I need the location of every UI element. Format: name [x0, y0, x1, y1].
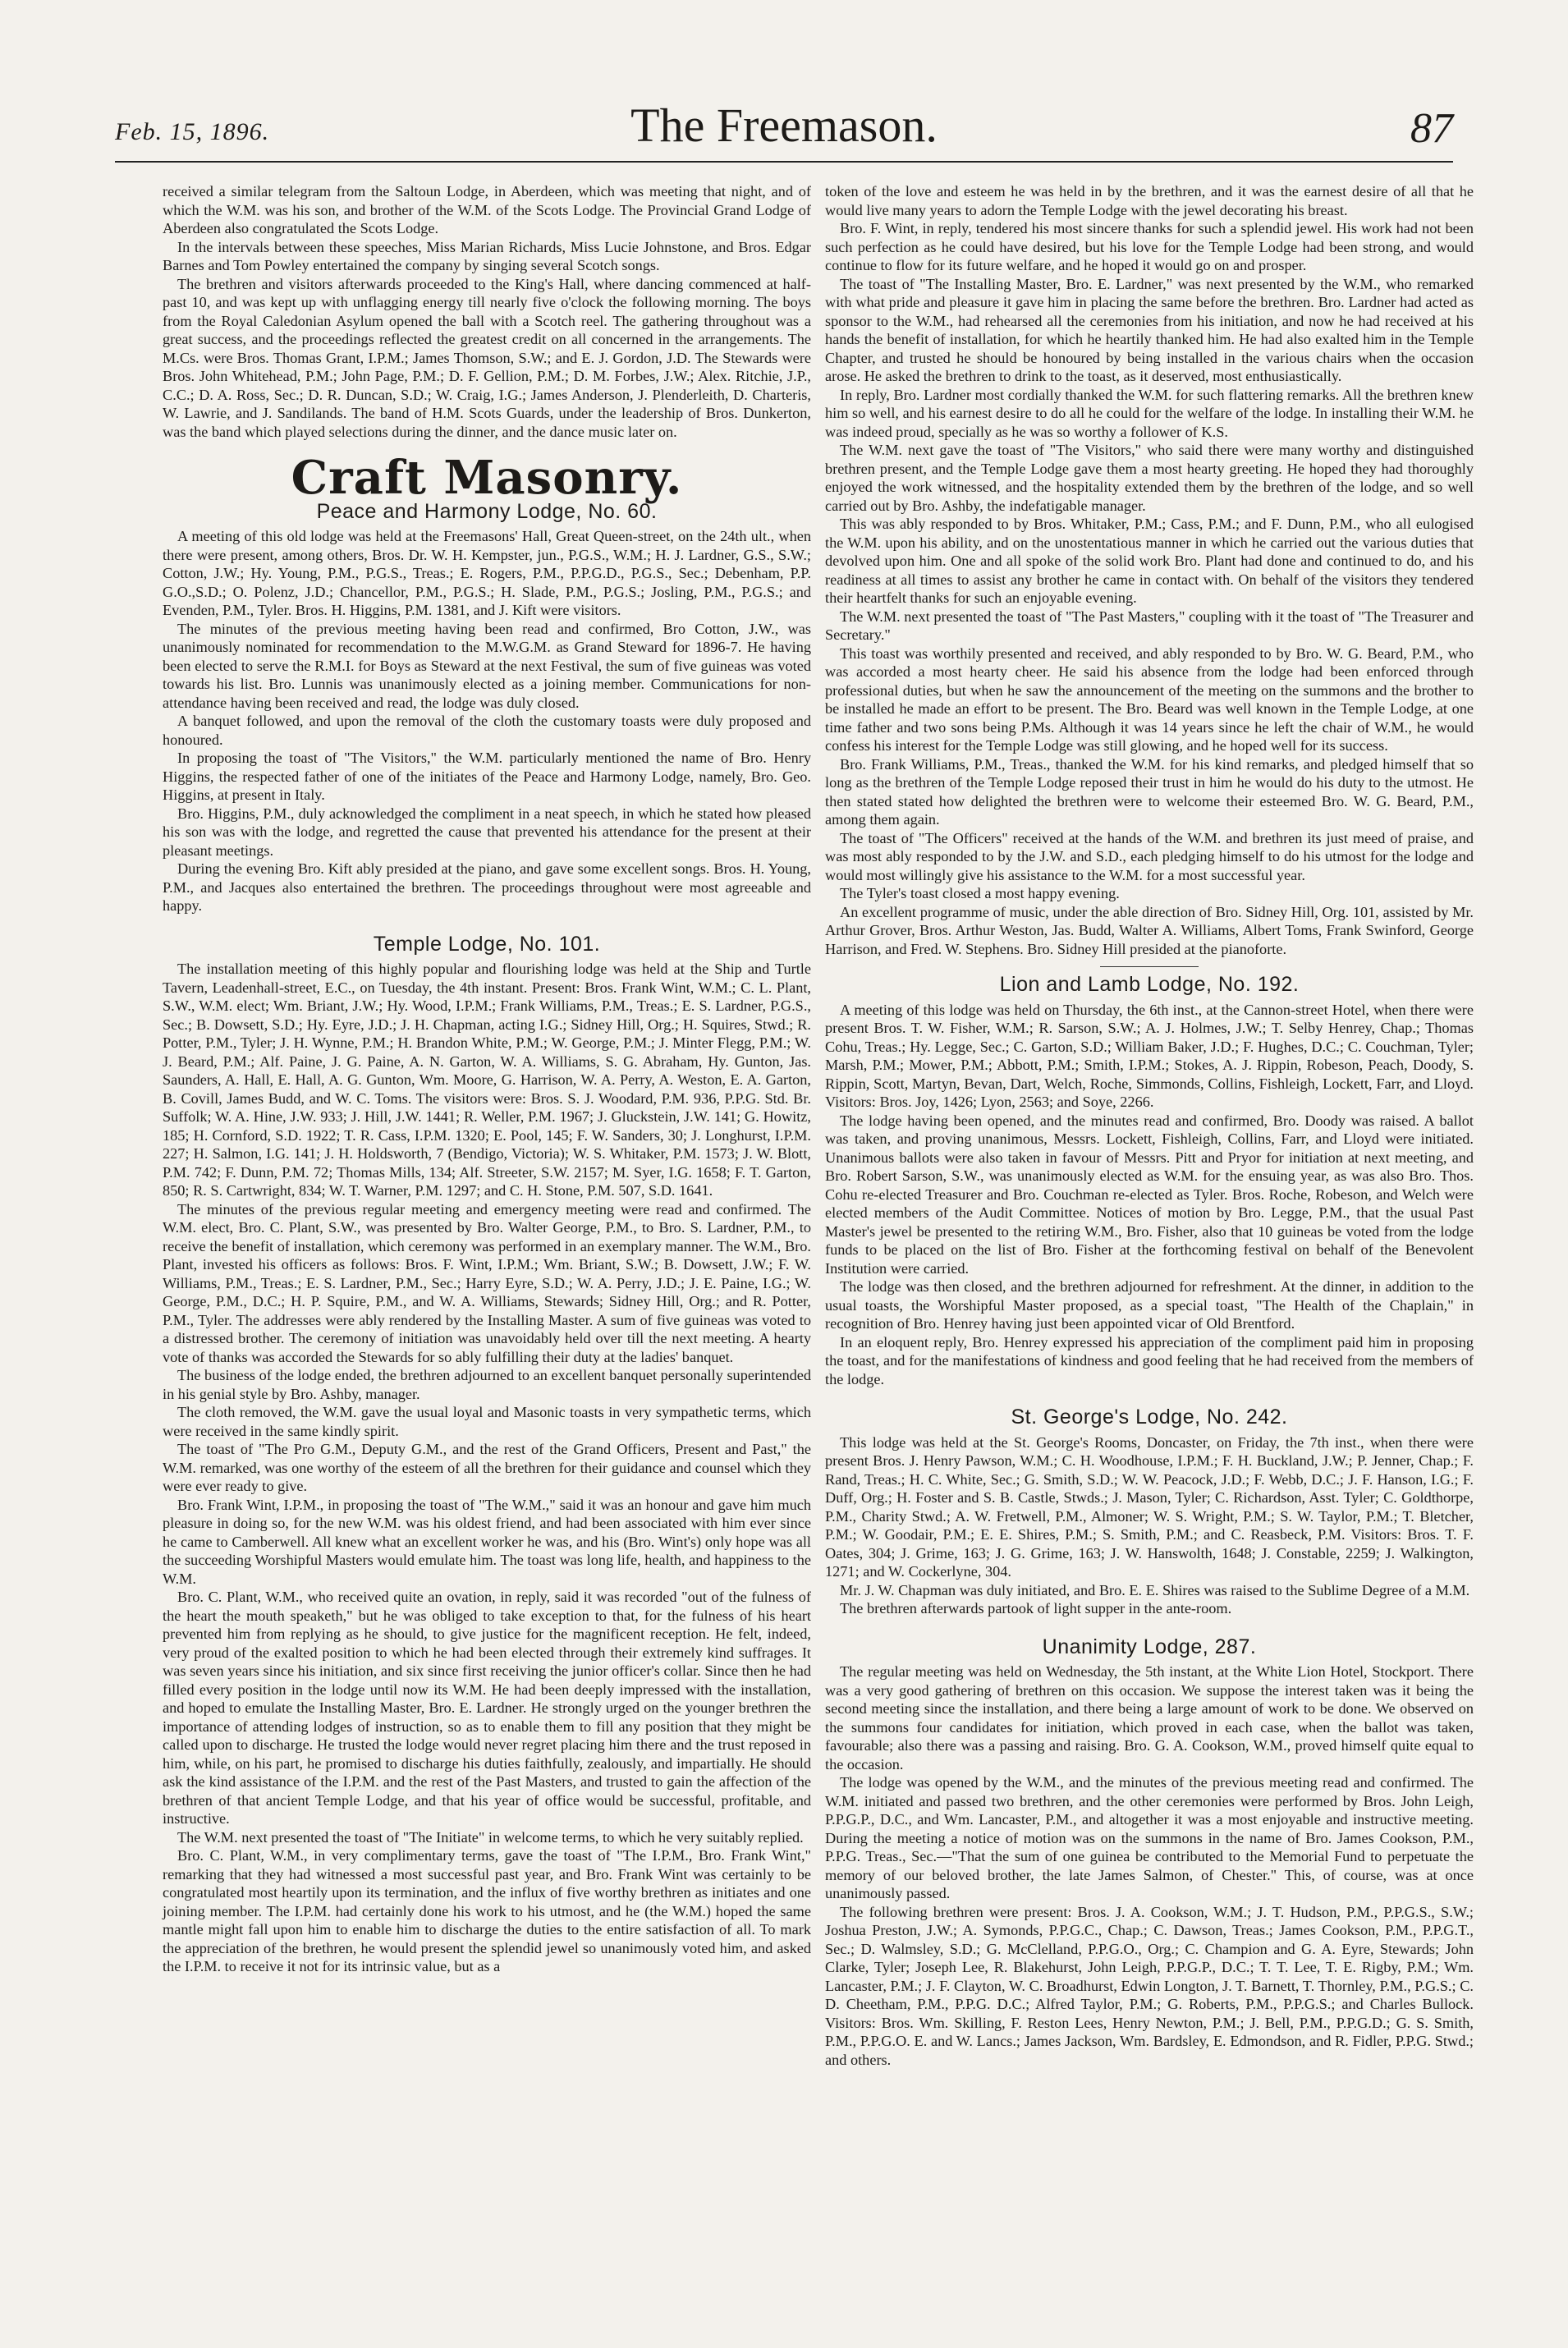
paragraph: The lodge was then closed, and the brethren adjourned for refreshment. At the dinner, in addition to the usual toasts, the Worshipful Master proposed, as a special toast, "The Health of the Chaplain," in recognition of Bro. Henrey having just been appointed vicar of Old Brentford. — [825, 1278, 1474, 1332]
paragraph: Bro. C. Plant, W.M., who received quite an ovation, in reply, said it was recorded "out of the fulness of the heart the mouth speaketh," but he was obliged to take exception to that, for the fulness of his heart prevented him from replying as he should, to give justice for the magnificent reception. He felt, indeed, very proud of the exalted position to which he had been elected through their extremely kind suffrages. It was seven years since his initiation, and six since first receiving the junior officer's collar. Since then he had filled every position in the lodge until now its W.M. He had been deeply impressed with the installation, and hoped to emulate the Installing Master, Bro. E. Lardner. He strongly urged on the younger brethren the importance of attending lodges of instruction, so as to enable them to fill any position that they might be called upon to discharge. He trusted the lodge would never regret placing him there and the trust reposed in him, while, on his part, he promised to discharge his duties faithfully, zealously, and impartially. He should ask the kind assistance of the I.P.M. and the rest of the Past Masters, and trusted to gain the affection of the brethren of that ancient Temple Lodge, and that his year of office would be successful, profitable, and instructive. — [163, 1589, 811, 1827]
issue-date: Feb. 15, 1896. — [115, 118, 270, 145]
section-divider — [1100, 966, 1199, 967]
paragraph: The installation meeting of this highly popular and flourishing lodge was held at the Ship and Turtle Tavern, Leadenhall-street, E.C., on Tuesday, the 4th instant. Present: Bros. Frank Wint, W.M.; C. L. Plant, S.W., W.M. elect; Wm. Briant, J.W.; Hy. Wood, I.P.M.; Frank Williams, P.M., Treas.; E. S. Lardner, P.G.S., Sec.; B. Dowsett, S.D.; Hy. Eyre, J.D.; J. H. Chapman, acting I.G.; Sidney Hill, Org.; H. Squires, Stwd.; R. Potter, P.M., Tyler; J. H. Wynne, P.M.; H. Brandon White, P.M.; W. George, P.M.; J. Minter Flegg, P.M.; W. J. Beard, P.M.; Alf. Paine, J. G. Paine, A. N. Garton, W. A. Williams, S. G. Abraham, Hy. Gunton, Jas. Saunders, A. Hall, E. Hall, A. G. Gunton, Wm. Moore, G. Harrison, W. A. Perry, A. Weston, E. A. Garton, B. Covill, James Budd, and W. C. Toms. The visitors were: Bros. S. J. Woodard, P.M. 936, P.P.G. Std. Br. Suffolk; W. A. Hine, J.W. 933; J. Hill, J.W. 1441; R. Weller, P.M. 1967; J. Gluckstein, J.W. 141; G. Howitz, 185; H. Cornford, S.D. 1922; T. R. Cass, I.P.M. 1320; E. Pool, 145; F. W. Sanders, 30; J. Longhurst, I.P.M. 227; H. Salmon, I.G. 141; J. H. Holdsworth, 7 (Bendigo, Victoria); W. S. Whitaker, P.M. 1573; J. W. Blott, P.M. 742; F. Dunn, P.M. 72; Thomas Mills, 134; Alf. Streeter, S.W. 2157; M. Syer, I.G. 1658; F. T. Garton, 850; R. S. Cartwright, 834; W. T. Warner, P.M. 1297; and C. H. Stone, P.M. 507, S.D. 1641. — [163, 961, 811, 1199]
paragraph: The W.M. next presented the toast of "The Past Masters," coupling with it the toast of "The Treasurer and Secretary." — [825, 608, 1474, 643]
paragraph: A meeting of this old lodge was held at the Freemasons' Hall, Great Queen-street, on the 24th ult., when there were present, among others, Bros. Dr. W. H. Kempster, jun., P.G.S., W.M.; H. J. Lardner, G.S., S.W.; Cotton, J.W.; Hy. Young, P.M., P.G.S., Treas.; E. Rogers, P.M., P.P.G.D., P.G.S., Sec.; Debenham, P.P. G.O.,S.D.; O. Polenz, J.D.; Chancellor, P.M., P.G.S.; H. Slade, P.M., P.G.S.; Josling, P.M., P.G.S.; and Evenden, P.M., Tyler. Bros. H. Higgins, P.M. 1381, and J. Kift were visitors. — [163, 528, 811, 618]
heading-lion-and-lamb-lodge: Lion and Lamb Lodge, No. 192. — [999, 973, 1300, 996]
paragraph: Bro. Frank Wint, I.P.M., in proposing the toast of "The W.M.," said it was an honour and gave him much pleasure in doing so, for the new W.M. was his oldest friend, and had been associated with him ever since he came to Camberwell. All knew what an excellent worker he was, and his (Bro. Wint's) only hope was all the succeeding Worshipful Masters would emulate him. The toast was long life, health, and happiness to the W.M. — [163, 1496, 811, 1587]
paragraph: token of the love and esteem he was held in by the brethren, and it was the earnest desire of all that he would live many years to adorn the Temple Lodge with the jewel decorating his breast. — [825, 183, 1474, 218]
paragraph: The Tyler's toast closed a most happy evening. — [840, 885, 1120, 901]
paragraph: The following brethren were present: Bros. J. A. Cookson, W.M.; J. T. Hudson, P.M., P.P.G.S., S.W.; Joshua Preston, J.W.; A. Symonds, P.P.G.C., Chap.; C. Dawson, Treas.; James Cookson, P.M., P.P.G.T., Sec.; D. Walmsley, S.D.; G. McClelland, P.P.G.O., Org.; C. Champion and G. A. Eyre, Stewards; John Clarke, Tyler; Joseph Lee, R. Blakehurst, John Leigh, P.P.G.P., D.C.; T. T. Lee, T. E. Rigby, P.M.; Wm. Lancaster, P.M.; J. F. Clayton, W. C. Broadhurst, Edwin Longton, J. T. Barnett, T. Thornley, P.M., P.G.S.; C. D. Cheetham, P.M., P.P.G. D.C.; Alfred Taylor, P.M.; G. Roberts, P.M., P.P.G.S.; and Charles Bullock. Visitors: Bros. Wm. Skilling, F. Reston Lees, Henry Newton, P.M.; J. Bell, P.M., P.P.G.D.; G. S. Smith, P.M., P.P.G.O. E. and W. Lancs.; James Jackson, Wm. Bardsley, E. Edmondson, and R. Fidler, P.P.G. Stwd.; and others. — [825, 1903, 1474, 2068]
page-number: 87 — [1410, 105, 1453, 152]
paragraph: The brethren and visitors afterwards proceeded to the King's Hall, where dancing commenced at half-past 10, and was kept up with unflagging energy till nearly five o'clock the following morning. The boys from the Royal Caledonian Asylum opened the ball with a Scotch reel. The gathering throughout was a great success, and the proceedings reflected the greatest credit on all concerned in the arrangements. The M.Cs. were Bros. Thomas Grant, I.P.M.; James Thomson, S.W.; and E. J. Gordon, J.D. The Stewards were Bros. John Whitehead, P.M.; John Page, P.M.; D. F. Gellion, P.M.; D. M. Forbes, J.W.; Alex. Ritchie, J.P., C.C.; D. A. Ross, Sec.; D. R. Duncan, S.D.; W. Craig, I.G.; James Anderson, J. Plenderleith, D. Charteris, W. Lawrie, and J. Sandilands. The band of H.M. Scots Guards, under the leadership of Bros. Dunkerton, was the band which played selections during the dinner, and the dance music later on. — [163, 275, 811, 440]
paragraph: The lodge was opened by the W.M., and the minutes of the previous meeting read and confirmed. The W.M. initiated and passed two brethren, and the other ceremonies were performed by Bros. John Leigh, P.P.G.P., D.C., and Wm. Lancaster, P.M., and altogether it was a most enjoyable and instructive meeting. During the meeting a notice of motion was on the summons in the name of Bro. James Cookson, P.M., P.P.G. Treas., Sec.—"That the sum of one guinea be contributed to the Memorial Fund to perpetuate the memory of our beloved brother, the late James Salmon, of Chester." This, of course, was at once unanimously passed. — [825, 1774, 1474, 1901]
paragraph: A banquet followed, and upon the removal of the cloth the customary toasts were duly proposed and honoured. — [163, 713, 811, 748]
paragraph: Bro. F. Wint, in reply, tendered his most sincere thanks for such a splendid jewel. His work had not been such perfection as he could have desired, but his love for the Temple Lodge had been strong, and would continue to flow for its future welfare, and he hoped it would go on and prosper. — [825, 220, 1474, 273]
paragraph: The W.M. next presented the toast of "The Initiate" in welcome terms, to which he very suitably replied. — [177, 1828, 804, 1846]
paragraph: The minutes of the previous regular meeting and emergency meeting were read and confirmed. The W.M. elect, Bro. C. Plant, S.W., was presented by Bro. Walter George, P.M., to Bro. S. Lardner, P.M., to receive the benefit of installation, which ceremony was performed in an exemplary manner. The W.M., Bro. Plant, invested his officers as follows: Bros. F. Wint, I.P.M.; Wm. Briant, S.W.; B. Dowsett, J.W.; F. W. Williams, P.M., Treas.; E. S. Lardner, P.M., Sec.; Harry Eyre, S.D.; W. A. Perry, J.D.; J. E. Paine, I.G.; W. George, P.M., D.C.; H. P. Squire, P.M., and W. A. Williams, Stewards; Sidney Hill, Org.; and R. Potter, P.M., Tyler. The addresses were ably rendered by the Installing Master. A sum of five guineas was voted to a distressed brother. The ceremony of initiation was unavoidably held over till the next meeting. A hearty vote of thanks was accorded the Stewards for so ably fulfilling their duty at the ladies' banquet. — [163, 1200, 811, 1365]
paragraph: A meeting of this lodge was held on Thursday, the 6th inst., at the Cannon-street Hotel, when there were present Bros. T. W. Fisher, W.M.; R. Sarson, S.W.; A. J. Holmes, J.W.; T. Selby Henrey, Chap.; Thomas Cohu, Treas.; Hy. Legge, Sec.; C. Garton, S.D.; William Baker, J.D.; F. Hughes, D.C.; C. Couchman, Tyler; Marsh, P.M.; Mower, P.M.; Abbott, P.M.; Smith, I.P.M.; Stokes, A. J. Rippin, Robeson, Peach, Doody, S. Rippin, Scott, Martyn, Bevan, Dart, Welch, Roche, Simmonds, Collins, Fishleigh, Lockett, Farr, and Lloyd. Visitors: Bros. Joy, 1426; Lyon, 2563; and Soye, 2266. — [825, 1001, 1474, 1110]
header-rule — [115, 161, 1453, 163]
paragraph: The minutes of the previous meeting having been read and confirmed, Bro Cotton, J.W., was unanimously nominated for recommendation to the M.W.G.M. as Grand Steward for 1896-7. He having been elected to serve the R.M.I. for Boys as Steward at the next Festival, the sum of five guineas was voted towards his list. Bro. Lunnis was unanimously elected as a joining member. Communications for non-attendance having been received and read, the lodge was duly closed. — [163, 620, 811, 711]
paragraph: In the intervals between these speeches, Miss Marian Richards, Miss Lucie Johnstone, and Bros. Edgar Barnes and Tom Powley entertained the company by singing several Scotch songs. — [163, 238, 811, 273]
left-column — [163, 182, 811, 1976]
paragraph: The cloth removed, the W.M. gave the usual loyal and Masonic toasts in very sympathetic terms, which were received in the same kindly spirit. — [163, 1404, 811, 1439]
paragraph: The toast of "The Installing Master, Bro. E. Lardner," was next presented by the W.M., who remarked with what pride and pleasure it gave him in placing the same before the brethren. Bro. Lardner had acted as sponsor to the W.M., had rehearsed all the ceremonies from his initiation, and now he had received at his hands the benefit of installation, for which he heartily thanked him. He had also exalted him in the Temple Chapter, and trusted he should be honoured by being installed in the various chairs when the occasion arose. He asked the brethren to drink to the toast, as it deserved, most enthusiastically. — [825, 275, 1474, 384]
heading-unanimity-lodge: Unanimity Lodge, 287. — [1042, 1635, 1257, 1658]
right-column — [825, 182, 1474, 2069]
paragraph: In an eloquent reply, Bro. Henrey expressed his appreciation of the compliment paid him in proposing the toast, and for the manifestations of kindness and good feeling that he had received from the members of the lodge. — [825, 1333, 1474, 1387]
paragraph: Mr. J. W. Chapman was duly initiated, and Bro. E. E. Shires was raised to the Sublime Degree of a M.M. — [840, 1581, 1470, 1598]
paragraph: During the evening Bro. Kift ably presided at the piano, and gave some excellent songs. Bros. H. Young, P.M., and Jacques also entertained the brethren. The proceedings throughout were most agreeable and happy. — [163, 860, 811, 914]
paragraph: Bro. Frank Williams, P.M., Treas., thanked the W.M. for his kind remarks, and pledged himself that so long as the brethren of the Temple Lodge reposed their trust in him he would do his duty to the utmost. He then stated stated how delighted the brethren were to welcome their esteemed Bro. W. G. Beard, P.M., among them again. — [825, 755, 1474, 828]
paragraph: The W.M. next gave the toast of "The Visitors," who said there were many worthy and distinguished brethren present, and the Temple Lodge gave them a most hearty greeting. He hoped they had thoroughly enjoyed the work witnessed, and the hospitality extended them by the brethren of the lodge, and so well carried out by Bro. Ashby, the indefatigable manager. — [825, 442, 1474, 514]
section-heading-craft-masonry: Craft Masonry. — [291, 451, 683, 505]
heading-st-georges-lodge: St. George's Lodge, No. 242. — [1011, 1406, 1288, 1429]
paragraph: This toast was worthily presented and received, and ably responded to by Bro. W. G. Beard, P.M., who was accorded a most hearty cheer. He said his absence from the lodge had been enforced through professional duties, but when he saw the announcement of the meeting on the summons and the brother to be installed he made an effort to be present. The Bro. Beard was well known in the Temple Lodge, at one time father and two sons being P.Ms. Although it was 14 years since he left the chair of W.M., he would confess his interest for the Temple Lodge was still glowing, and he hoped well for its success. — [825, 644, 1474, 754]
paragraph: An excellent programme of music, under the able direction of Bro. Sidney Hill, Org. 101, assisted by Mr. Arthur Grover, Bros. Arthur Weston, Jas. Budd, Walter A. Williams, Albert Toms, Frank Swinford, George Harrison, and Fred. W. Stephens. Bro. Sidney Hill presided at the pianoforte. — [825, 903, 1474, 957]
paragraph: The brethren afterwards partook of light supper in the ante-room. — [840, 1600, 1232, 1617]
paragraph: In proposing the toast of "The Visitors," the W.M. particularly mentioned the name of Bro. Henry Higgins, the respected father of one of the initiates of the Peace and Harmony Lodge, namely, Bro. Geo. Higgins, at present in Italy. — [163, 750, 811, 803]
masthead-title: The Freemason. — [630, 99, 938, 152]
paragraph: received a similar telegram from the Saltoun Lodge, in Aberdeen, which was meeting that night, and of which the W.M. was his son, and brother of the W.M. of the Scots Lodge. The Provincial Grand Lodge of Aberdeen also congratulated the Scots Lodge. — [163, 183, 811, 236]
heading-peace-and-harmony-lodge: Peace and Harmony Lodge, No. 60. — [316, 499, 658, 523]
paragraph: This was ably responded to by Bros. Whitaker, P.M.; Cass, P.M.; and F. Dunn, P.M., who all eulogised the W.M. upon his ability, and on the unostentatious manner in which he carried out the various duties that devolved upon him. One and all spoke of the solid work Bro. Plant had done and continued to do, and his readiness at all times to assist any brother he came in contact with. On behalf of the visitors they tendered their heartfelt thanks for such an enjoyable evening. — [825, 516, 1474, 606]
paragraph: Bro. C. Plant, W.M., in very complimentary terms, gave the toast of "The I.P.M., Bro. Frank Wint," remarking that they had witnessed a most successful past year, and Bro. Frank Wint was certainly to be congratulated most heartily upon its termination, and the influx of five worthy brethren as initiates and one joining member. The I.P.M. had certainly done his work to his utmost, and he (the W.M.) hoped the same mantle might fall upon him to enable him to discharge the duties to the entire satisfaction of all. To mark the appreciation of the brethren, he would present the splendid jewel so unanimously voted him, and asked the I.P.M. to receive it not for its intrinsic value, but as a — [163, 1847, 811, 1974]
paragraph: The business of the lodge ended, the brethren adjourned to an excellent banquet personally superintended in his genial style by Bro. Ashby, manager. — [163, 1367, 811, 1402]
paragraph: The toast of "The Officers" received at the hands of the W.M. and brethren its just meed of praise, and was most ably responded to by the J.W. and S.D., each pledging himself to do his utmost for the lodge and would most willingly give his assistance to the W.M. for a most successful year. — [825, 829, 1474, 883]
page-header — [115, 90, 1453, 156]
heading-temple-lodge: Temple Lodge, No. 101. — [373, 932, 601, 956]
paragraph: Bro. Higgins, P.M., duly acknowledged the compliment in a neat speech, in which he stated how pleased his son was with the lodge, and regretted the cause that prevented his attendance for the present at their pleasant meetings. — [163, 805, 811, 859]
paragraph: The lodge having been opened, and the minutes read and confirmed, Bro. Doody was raised. A ballot was taken, and proving unanimous, Messrs. Lockett, Fishleigh, Collins, Farr, and Lloyd were initiated. Unanimous ballots were also taken in favour of Messrs. Pitt and Pryor for initiation at next meeting, and Bro. Robert Sarson, S.W., was unanimously elected as W.M. for the ensuing year, as was also Bro. Thos. Cohu re-elected Treasurer and Bro. Couchman re-elected as Tyler. Bros. Roche, Robeson, and Welch were elected members of the Audit Committee. Notices of motion by Bro. Legge, P.M., that the usual Past Master's jewel be presented to the retiring W.M., Bro. Fisher, also that 10 guineas be voted from the lodge funds to be placed on the list of Bro. Fisher at the forthcoming festival on behalf of the Benevolent Institution were carried. — [825, 1112, 1474, 1277]
paragraph: In reply, Bro. Lardner most cordially thanked the W.M. for such flattering remarks. All the brethren knew him so well, and his earnest desire to do all he could for the welfare of the lodge. In installing their W.M. he was indeed proud, specially as he was so worthy a follower of K.S. — [825, 386, 1474, 440]
paragraph: The regular meeting was held on Wednesday, the 5th instant, at the White Lion Hotel, Stockport. There was a very good gathering of brethren on this occasion. We suppose the interest taken was it being the second meeting since the installation, and there being a large amount of work to be done. We observed on the summons four candidates for initiation, which proved in each case, when the ballot was taken, favourable; also there was a passing and raising. Bro. G. A. Cookson, W.M., proved himself quite equal to the occasion. — [825, 1663, 1474, 1772]
paragraph: This lodge was held at the St. George's Rooms, Doncaster, on Friday, the 7th inst., when there were present Bros. J. Henry Pawson, W.M.; C. H. Woodhouse, I.P.M.; F. H. Buckland, J.W.; P. Jenner, Chap.; F. Rand, Treas.; H. C. White, Sec.; G. Smith, S.D.; W. W. Peacock, J.D.; F. Webb, D.C.; J. F. Hanson, I.G.; F. Duff, Org.; H. Foster and S. B. Castle, Stwds.; J. Mason, Tyler; C. Richardson, Asst. Tyler; C. Goldthorpe, P.M., Charity Stwd.; A. W. Fretwell, P.M., Almoner; W. S. Wright, P.M.; S. W. Taylor, P.M.; T. Bletcher, P.M.; W. Goodair, P.M.; E. E. Shires, P.M.; S. Smith, P.M.; and C. Reasbeck, P.M. Visitors: Bros. T. F. Oates, 304; J. Grime, 163; J. G. Grime, 163; J. W. Hanswolth, 1648; J. Constable, 2259; J. Walkington, 1271; and W. Cockerlyne, 304. — [825, 1433, 1474, 1580]
paragraph: The toast of "The Pro G.M., Deputy G.M., and the rest of the Grand Officers, Present and Past," the W.M. remarked, was one worthy of the esteem of all the brethren for their guidance and counsel which they were ever ready to give. — [163, 1441, 811, 1494]
